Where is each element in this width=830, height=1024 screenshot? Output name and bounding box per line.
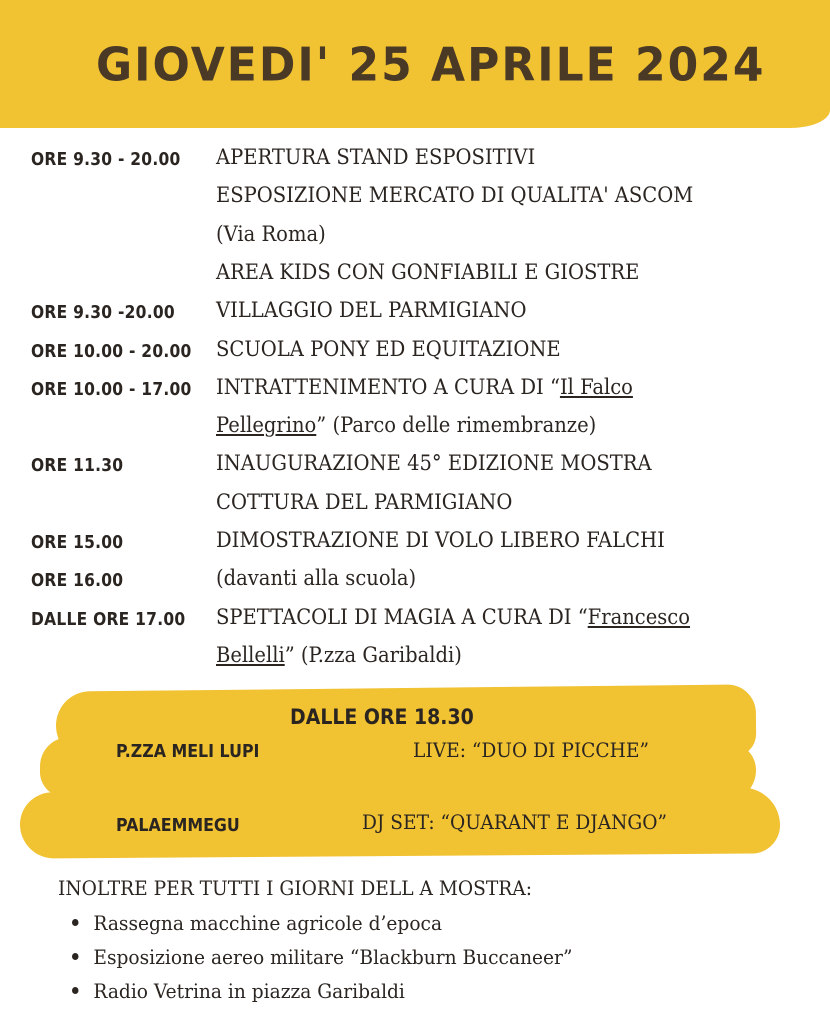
schedule-time: ORE 9.30 - 20.00 [31,149,181,170]
schedule-row [0,411,830,447]
description-text: INTRATTENIMENTO A CURA DI “ [216,374,560,399]
bullet-icon [72,953,79,960]
list-item [72,945,572,969]
schedule-description [216,298,783,322]
schedule-row [0,335,830,371]
schedule-row [0,526,830,562]
schedule-time: ORE 15.00 [31,532,124,553]
schedule-description [216,183,783,207]
schedule-time: ORE 10.00 - 20.00 [31,340,192,362]
schedule-row [0,488,830,524]
evening-heading: DALLE ORE 18.30 [290,705,474,729]
schedule-description [216,490,783,514]
schedule-description [216,337,783,361]
bullet-icon [72,919,79,926]
schedule-description [216,260,783,284]
schedule-row [0,641,830,677]
schedule-row [0,220,830,256]
schedule-time: ORE 10.00 - 17.00 [31,378,192,400]
evening-place: P.ZZA MELI LUPI [116,741,260,762]
underlined-name: Bellelli [216,642,285,667]
extras-heading: INOLTRE PER TUTTI I GIORNI DELL A MOSTRA: [58,876,532,900]
schedule-description [216,145,783,169]
schedule-description [216,528,783,552]
list-item [72,911,442,935]
description-text: (Via Roma) [216,221,326,246]
underlined-name: Il Falco [559,374,633,399]
description-text: ESPOSIZIONE MERCATO DI QUALITA' ASCOM [216,183,694,208]
description-text: SCUOLA PONY ED EQUITAZIONE [216,336,561,361]
schedule-row [0,603,830,639]
schedule-description [216,222,783,246]
schedule-description [216,451,783,475]
extra-item-text: Radio Vetrina in piazza Garibaldi [93,979,405,1003]
list-item [72,979,405,1003]
description-text: COTTURA DEL PARMIGIANO [216,489,513,514]
underlined-name: Francesco [587,604,691,629]
schedule-description [216,413,783,437]
schedule-time: ORE 11.30 [31,455,124,477]
underlined-name: Pellegrino [216,413,317,438]
schedule-row [0,449,830,485]
evening-act: LIVE: “DUO DI PICCHE” [413,738,649,762]
description-text: SPETTACOLI DI MAGIA A CURA DI “ [216,604,588,629]
schedule-time: ORE 16.00 [31,570,124,592]
schedule-row [0,564,830,600]
schedule-description [216,605,783,629]
bullet-icon [72,987,79,994]
description-text: VILLAGGIO DEL PARMIGIANO [216,298,527,323]
description-text: DIMOSTRAZIONE DI VOLO LIBERO FALCHI [216,528,665,552]
description-text: ” (Parco delle rimembranze) [316,413,597,438]
page-title: GIOVEDI' 25 APRILE 2024 [96,38,766,93]
schedule-row [0,143,830,179]
description-text: AREA KIDS CON GONFIABILI E GIOSTRE [216,259,640,284]
schedule-description [216,643,783,667]
extra-item-text: Rassegna macchine agricole d’epoca [93,911,443,935]
schedule-description [216,566,783,590]
description-text: APERTURA STAND ESPOSITIVI [216,145,536,169]
schedule-time: ORE 9.30 -20.00 [31,302,175,324]
evening-act: DJ SET: “QUARANT E DJANGO” [362,810,668,834]
schedule-row [0,373,830,409]
schedule-description [216,375,783,399]
schedule-row [0,258,830,294]
evening-place: PALAEMMEGU [116,815,240,836]
description-text: ” (P.zza Garibaldi) [284,642,462,667]
schedule-row [0,296,830,332]
schedule-time: DALLE ORE 17.00 [31,608,186,630]
extra-item-text: Esposizione aereo militare “Blackburn Buccaneer” [93,945,573,969]
description-text: (davanti alla scuola) [216,566,417,591]
description-text: INAUGURAZIONE 45° EDIZIONE MOSTRA [216,451,652,476]
schedule-row [0,181,830,217]
